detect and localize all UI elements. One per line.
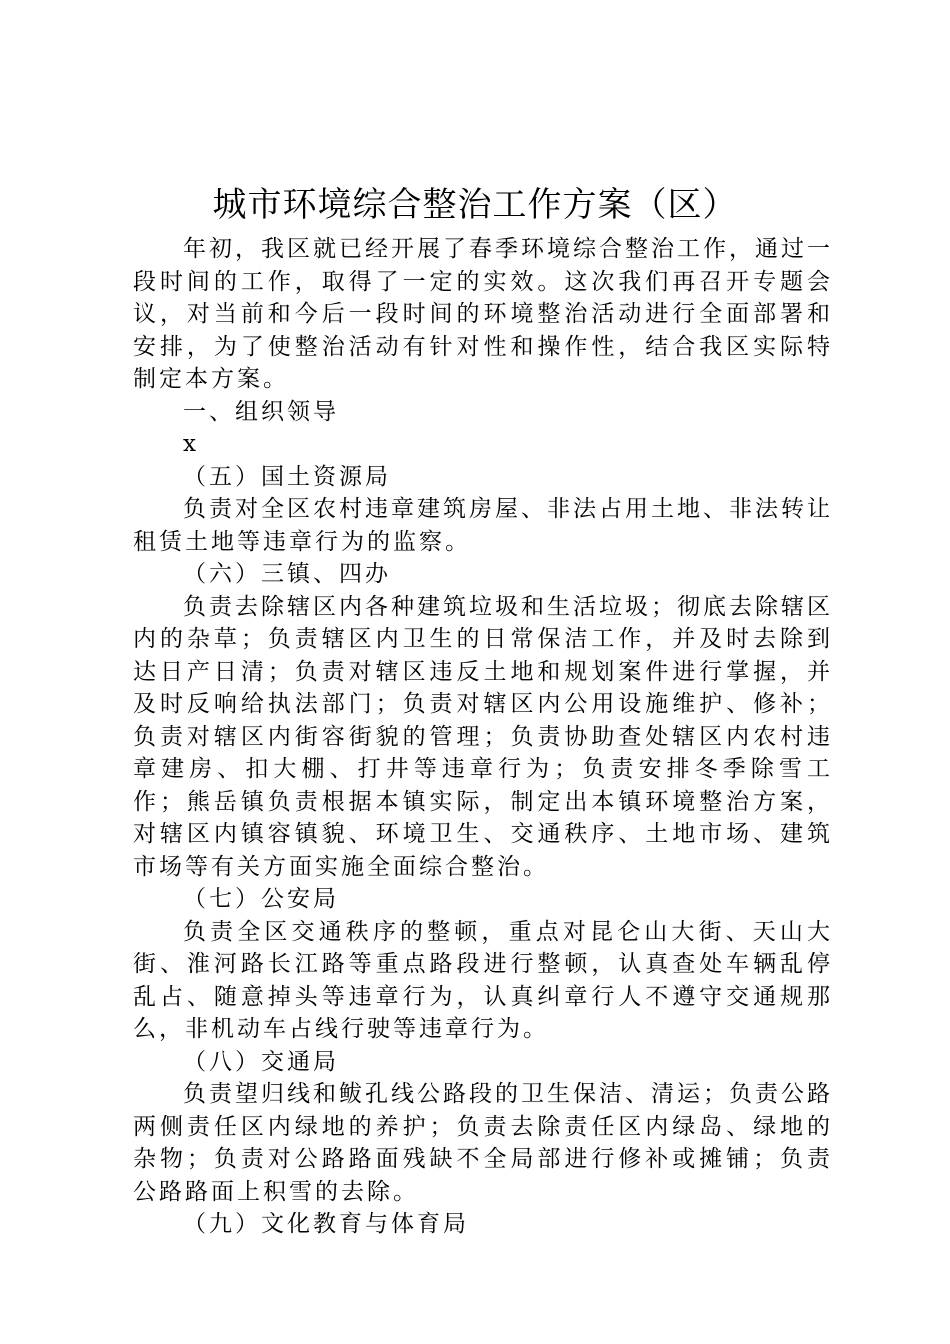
subsection-heading-land-bureau: （五）国土资源局 — [183, 463, 391, 490]
document-title: 城市环境综合整治工作方案（区） — [212, 185, 738, 225]
section-heading-organization: 一、组织领导 — [183, 398, 339, 425]
police-paragraph: 负责全区交通秩序的整顿，重点对昆仑山大街、天山大街、淮河路长江路等重点路段进行整顿，认真查处车辆乱停乱占、随意掉头等违章行为，认真纠章行人不遵守交通规那么，非机动车占线行驶等违章行为。 — [133, 918, 833, 1042]
subsection-heading-towns: （六）三镇、四办 — [183, 561, 391, 587]
subsection-heading-culture: （九）文化教育与体育局 — [183, 1211, 469, 1237]
subsection-heading-police: （七）公安局 — [183, 886, 339, 912]
stray-text: x — [183, 431, 199, 457]
towns-paragraph: 负责去除辖区内各种建筑垃圾和生活垃圾；彻底去除辖区内的杂草；负责辖区内卫生的日常保洁工作，并及时去除到达日产日清；负责对辖区违反土地和规划案件进行掌握，并及时反响给执法部门；负责对辖区内公用设施维护、修补；负责对辖区内街容街貌的管理；负责协助查处辖区内农村违章建房、扣大棚、打井等违章行为；负责安排冬季除雪工作；熊岳镇负责根据本镇实际，制定出本镇环境整治方案，对辖区内镇容镇貌、环境卫生、交通秩序、土地市场、建筑市场等有关方面实施全面综合整治。 — [133, 593, 833, 880]
transport-paragraph: 负责望归线和鲅孔线公路段的卫生保洁、清运；负责公路两侧责任区内绿地的养护；负责去除责任区内绿岛、绿地的杂物；负责对公路路面残缺不全局部进行修补或摊铺；负责公路路面上积雪的去除。 — [133, 1081, 833, 1205]
document-body — [133, 233, 833, 1241]
subsection-heading-transport: （八）交通局 — [183, 1048, 339, 1075]
intro-paragraph: 年初，我区就已经开展了春季环境综合整治工作，通过一段时间的工作，取得了一定的实效。这次我们再召开专题会议，对当前和今后一段时间的环境整治活动进行全面部署和安排，为了使整治活动有针对性和操作性，结合我区实际特制定本方案。 — [133, 236, 833, 392]
land-bureau-paragraph: 负责对全区农村违章建筑房屋、非法占用土地、非法转让租赁土地等违章行为的监察。 — [133, 496, 833, 555]
